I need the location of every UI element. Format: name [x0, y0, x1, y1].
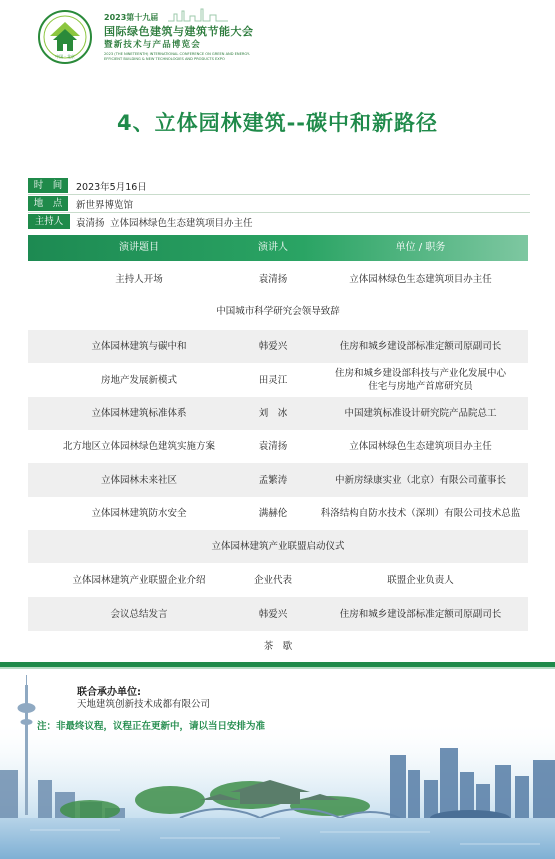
organization-cell: 联盟企业负责人	[387, 574, 454, 586]
organizer-name: 天地建筑创新技术成都有限公司	[77, 699, 211, 710]
table-row	[28, 330, 528, 363]
header-speaker: 演讲人	[258, 242, 288, 253]
organizer-label: 联合承办单位:	[77, 687, 141, 698]
table-row	[28, 262, 528, 296]
speaker-cell: 袁清扬	[258, 273, 288, 285]
place-label: 地 点	[28, 196, 68, 211]
session-cell: 立体园林建筑产业联盟启动仪式	[211, 541, 345, 552]
conference-subtitle: 暨新技术与产品博览会	[104, 40, 202, 50]
conference-edition: 2023第十九届	[104, 13, 159, 22]
divider	[28, 212, 530, 213]
time-label: 时 间	[28, 178, 68, 193]
header-organization: 单位 / 职务	[395, 242, 446, 253]
table-row-span	[28, 296, 528, 326]
table-row	[28, 363, 528, 397]
place-value: 新世界博览馆	[76, 200, 134, 211]
table-row	[28, 497, 528, 530]
topic-cell: 立体园林建筑防水安全	[91, 508, 187, 519]
topic-cell: 房地产发展新模式	[100, 374, 177, 386]
conference-english-title: 2023 (THE NINETEENTH) INTERNATIONAL CONFERENCE ON GREEN AND ENERGY-EFFICIENT BUILDING & NEW TECHNOLOGIES AND PRODUCTS EXPO	[104, 52, 251, 61]
page-title: 4、立体园林建筑--碳中和新路径	[116, 111, 439, 135]
host-name: 袁清扬	[76, 218, 105, 229]
organization-cell: 住房和城乡建设部科技与产业化发展中心 住宅与房地产首席研究员	[334, 368, 506, 392]
speaker-cell: 韩爱兴	[258, 341, 288, 352]
organization-cell: 立体园林绿色生态建筑项目办主任	[349, 441, 492, 452]
organization-cell: 科洛结构自防水技术（深圳）有限公司技术总监	[320, 508, 521, 519]
speaker-cell: 刘 冰	[258, 408, 288, 419]
topic-cell: 立体园林建筑标准体系	[91, 408, 187, 419]
organization-cell: 住房和城乡建设部标准定额司原副司长	[339, 608, 502, 620]
organization-cell: 立体园林绿色生态建筑项目办主任	[349, 273, 492, 285]
organization-cell: 中新房绿康实业（北京）有限公司董事长	[334, 474, 506, 486]
organization-cell: 住房和城乡建设部标准定额司原副司长	[339, 341, 502, 352]
logo-caption: 中国 · 北京	[55, 54, 75, 59]
table-row-span	[28, 631, 528, 661]
table-row	[28, 563, 528, 597]
conference-logo	[38, 10, 92, 64]
topic-cell: 立体园林建筑与碳中和	[91, 341, 187, 352]
speaker-cell: 满赫伦	[258, 508, 288, 519]
session-cell: 中国城市科学研究会领导致辞	[216, 305, 340, 317]
topic-cell: 北方地区立体园林绿色建筑实施方案	[62, 441, 215, 452]
topic-cell: 立体园林未来社区	[100, 474, 177, 486]
table-row	[28, 397, 528, 430]
divider	[28, 194, 530, 195]
table-row	[28, 597, 528, 631]
time-value: 2023年5月16日	[76, 182, 147, 193]
session-cell: 茶 歇	[263, 640, 293, 652]
topic-cell: 会议总结发言	[110, 608, 168, 620]
speaker-cell: 孟繁涛	[258, 474, 288, 486]
conference-header	[0, 0, 555, 72]
organization-cell: 中国建筑标准设计研究院产品院总工	[344, 408, 497, 419]
table-row-span	[28, 530, 528, 563]
speaker-cell: 田灵江	[258, 374, 288, 386]
topic-cell: 立体园林建筑产业联盟企业介绍	[72, 574, 206, 586]
table-row	[28, 463, 528, 497]
header-topic: 演讲题目	[119, 242, 159, 253]
speaker-cell: 袁清扬	[258, 441, 288, 452]
speaker-cell: 企业代表	[253, 574, 292, 586]
host-title: 立体园林绿色生态建筑项目办主任	[110, 218, 253, 229]
speaker-cell: 韩爱兴	[258, 608, 288, 620]
agenda-table-header	[28, 235, 528, 261]
agenda-note: 注：非最终议程，议程正在更新中，请以当日安排为准	[37, 721, 266, 732]
topic-cell: 主持人开场	[115, 273, 163, 285]
host-label: 主持人	[28, 214, 70, 229]
conference-title: 国际绿色建筑与建筑节能大会	[104, 25, 254, 38]
table-row	[28, 430, 528, 463]
skyline-decoration	[168, 8, 228, 22]
